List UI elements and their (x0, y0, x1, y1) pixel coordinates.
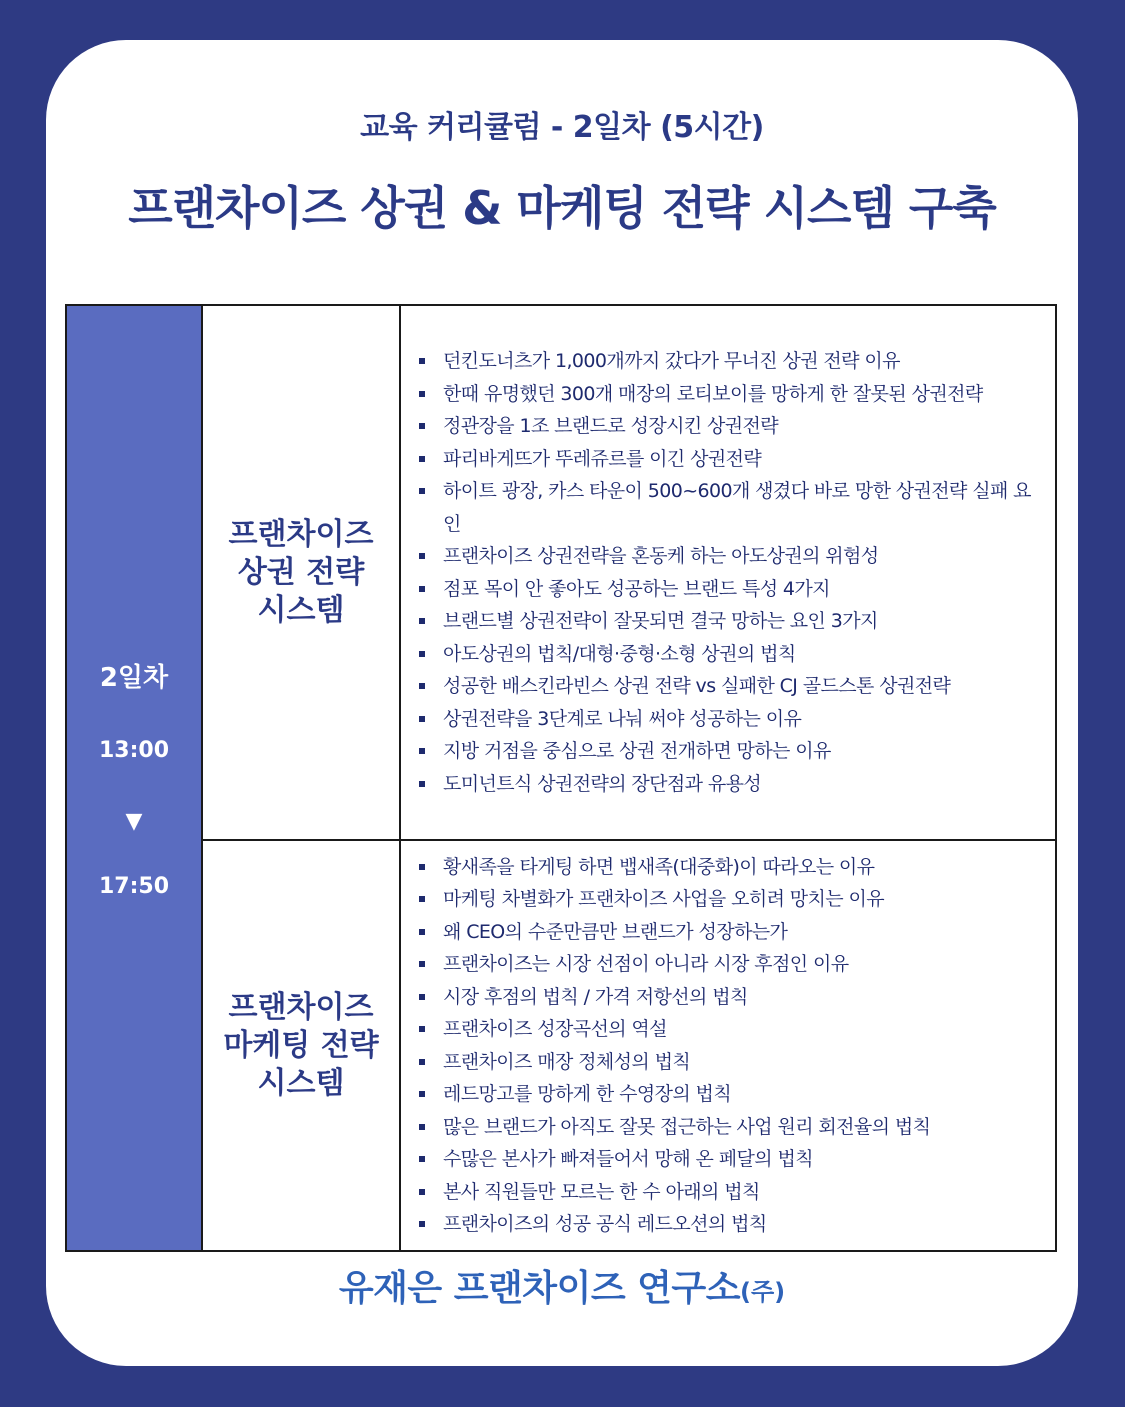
items-cell-marketing-strategy (400, 840, 1056, 1251)
items-cell-market-strategy (400, 305, 1056, 840)
list-item: 아도상권의 법칙/대형·중형·소형 상권의 법칙 (415, 638, 1043, 671)
topic-line: 시스템 (257, 1065, 345, 1101)
topic-line: 시스템 (257, 592, 345, 628)
topic-line: 상권 전략 (237, 554, 365, 590)
list-item: 프랜차이즈는 시장 선점이 아니라 시장 후점인 이유 (415, 948, 1043, 981)
list-item: 프랜차이즈 매장 정체성의 법칙 (415, 1046, 1043, 1079)
list-item: 상권전략을 3단계로 나눠 써야 성공하는 이유 (415, 703, 1043, 736)
day-schedule-cell (66, 305, 202, 1251)
list-item: 프랜차이즈의 성공 공식 레드오션의 법칙 (415, 1208, 1043, 1241)
list-item: 성공한 배스킨라빈스 상권 전략 vs 실패한 CJ 골드스톤 상권전략 (415, 670, 1043, 703)
list-item: 시장 후점의 법칙 / 가격 저항선의 법칙 (415, 981, 1043, 1014)
end-time: 17:50 (98, 874, 170, 899)
topic-cell-market-strategy (202, 305, 400, 840)
footer-company-name: 유재은 프랜차이즈 연구소 (338, 1268, 740, 1309)
section-row-1 (66, 305, 1056, 840)
market-strategy-list (401, 345, 1055, 800)
list-item: 본사 직원들만 모르는 한 수 아래의 법칙 (415, 1176, 1043, 1209)
list-item: 수많은 본사가 빠져들어서 망해 온 페달의 법칙 (415, 1143, 1043, 1176)
list-item: 왜 CEO의 수준만큼만 브랜드가 성장하는가 (415, 916, 1043, 949)
page-subtitle: 교육 커리큘럼 - 2일차 (5시간) (360, 110, 764, 145)
start-time: 13:00 (98, 738, 170, 763)
page-title: 프랜차이즈 상권 & 마케팅 전략 시스템 구축 (128, 181, 996, 235)
list-item: 마케팅 차별화가 프랜차이즈 사업을 오히려 망치는 이유 (415, 883, 1043, 916)
list-item: 파리바게뜨가 뚜레쥬르를 이긴 상권전략 (415, 443, 1043, 476)
topic-line: 프랜차이즈 (228, 516, 374, 552)
curriculum-table (65, 304, 1057, 1252)
footer-company-suffix: (주) (739, 1278, 786, 1306)
list-item: 점포 목이 안 좋아도 성공하는 브랜드 특성 4가지 (415, 573, 1043, 606)
topic-line: 프랜차이즈 (228, 989, 374, 1025)
curriculum-card (46, 40, 1078, 1366)
list-item: 황새족을 타게팅 하면 뱁새족(대중화)이 따라오는 이유 (415, 851, 1043, 884)
list-item: 정관장을 1조 브랜드로 성장시킨 상권전략 (415, 410, 1043, 443)
topic-line: 마케팅 전략 (223, 1027, 379, 1063)
list-item: 도미넌트식 상권전략의 장단점과 유용성 (415, 768, 1043, 801)
down-arrow-icon: ▼ (125, 809, 143, 834)
day-label: 2일차 (99, 663, 169, 693)
list-item: 브랜드별 상권전략이 잘못되면 결국 망하는 요인 3가지 (415, 605, 1043, 638)
list-item: 던킨도너츠가 1,000개까지 갔다가 무너진 상권 전략 이유 (415, 345, 1043, 378)
list-item: 많은 브랜드가 아직도 잘못 접근하는 사업 원리 회전율의 법칙 (415, 1111, 1043, 1144)
footer-brand (46, 1260, 1078, 1311)
list-item: 프랜차이즈 성장곡선의 역설 (415, 1013, 1043, 1046)
marketing-strategy-list (401, 851, 1055, 1241)
section-row-2 (66, 840, 1056, 1251)
topic-cell-marketing-strategy (202, 840, 400, 1251)
list-item: 하이트 광장, 카스 타운이 500~600개 생겼다 바로 망한 상권전략 실패 요인 (415, 475, 1043, 540)
list-item: 레드망고를 망하게 한 수영장의 법칙 (415, 1078, 1043, 1111)
list-item: 한때 유명했던 300개 매장의 로티보이를 망하게 한 잘못된 상권전략 (415, 378, 1043, 411)
list-item: 지방 거점을 중심으로 상권 전개하면 망하는 이유 (415, 735, 1043, 768)
list-item: 프랜차이즈 상권전략을 혼동케 하는 아도상권의 위험성 (415, 540, 1043, 573)
